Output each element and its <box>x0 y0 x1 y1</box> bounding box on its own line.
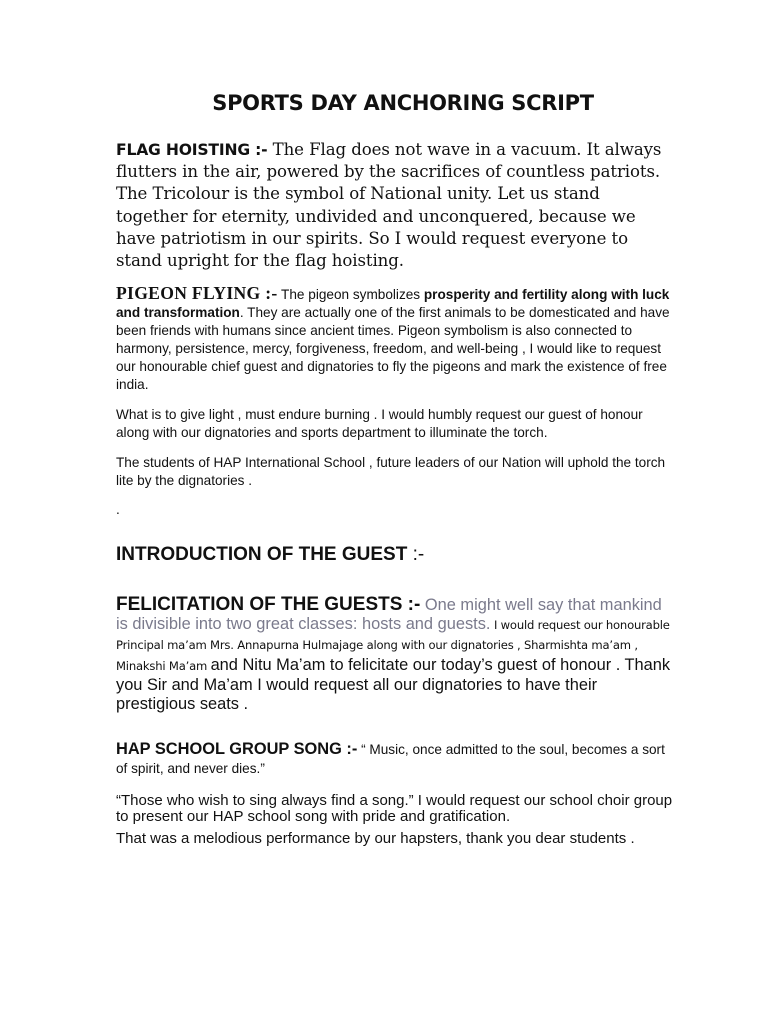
choir-paragraph: “Those who wish to sing always find a song.” I would request our school choir group to present our HAP school song with pride and gratification. <box>116 792 673 825</box>
introduction-heading: INTRODUCTION OF THE GUEST <box>116 544 408 565</box>
pigeon-flying-paragraph <box>116 285 676 393</box>
pigeon-flying-bold-text: prosperity and fertility along with luck and transformation <box>116 287 670 320</box>
torch-paragraph: What is to give light , must endure burning . I would humbly request our guest of honour along with our dignatories and sports department to illuminate the torch. <box>116 407 643 440</box>
introduction-heading-line <box>116 543 676 567</box>
pigeon-flying-heading: PIGEON FLYING :- <box>116 283 278 303</box>
flag-hoisting-heading: FLAG HOISTING :- <box>116 141 268 159</box>
pigeon-flying-text-2: . They are actually one of the first animals to be domesticated and have been friends with humans since ancient times. Pigeon symbolism is also connected to harmony, persistence, mercy, forgiveness, freedom, and well-being , I would like to request our honourable chief guest and dignatories to fly the pigeons and mark the existence of free india. <box>116 304 670 392</box>
flag-hoisting-text: The Flag does not wave in a vacuum. It always flutters in the air, powered by the sacrifices of countless patriots. The Tricolour is the symbol of National unity. Let us stand together for eternity, undivided and unconquered, because we have patriotism in our spirits. So I would request everyone to stand upright for the flag hoisting. <box>116 140 662 271</box>
group-song-paragraph <box>116 740 676 778</box>
group-song-text: “ Music, once admitted to the soul, becomes a sort of spirit, and never dies.” <box>116 742 665 776</box>
document-title: SPORTS DAY ANCHORING SCRIPT <box>212 91 594 115</box>
melodious-paragraph: That was a melodious performance by our hapsters, thank you dear students . <box>116 830 635 847</box>
group-song-heading: HAP SCHOOL GROUP SONG :- <box>116 740 358 758</box>
flag-hoisting-paragraph <box>116 139 676 272</box>
stray-dot: . <box>116 502 120 517</box>
felicitation-heading: FELICITATION OF THE GUESTS :- <box>116 594 421 615</box>
felicitation-small-text: I would request our honourable Principal ma’am Mrs. Annapurna Hulmajage along with our dignatories , Sharmishta ma’am , Minakshi Ma’am <box>116 618 670 673</box>
students-paragraph: The students of HAP International School , future leaders of our Nation will uphold the torch lite by the dignatories . <box>116 455 666 488</box>
felicitation-text: and Nitu Ma’am to felicitate our today’s guest of honour . Thank you Sir and Ma’am I would request all our dignatories to have their prestigious seats . <box>116 655 671 714</box>
felicitation-quote: One might well say that mankind is divisible into two great classes: hosts and guests. <box>116 596 662 634</box>
pigeon-flying-text-1: The pigeon symbolizes <box>277 287 424 302</box>
introduction-suffix: :- <box>407 544 425 565</box>
felicitation-paragraph <box>116 595 676 714</box>
